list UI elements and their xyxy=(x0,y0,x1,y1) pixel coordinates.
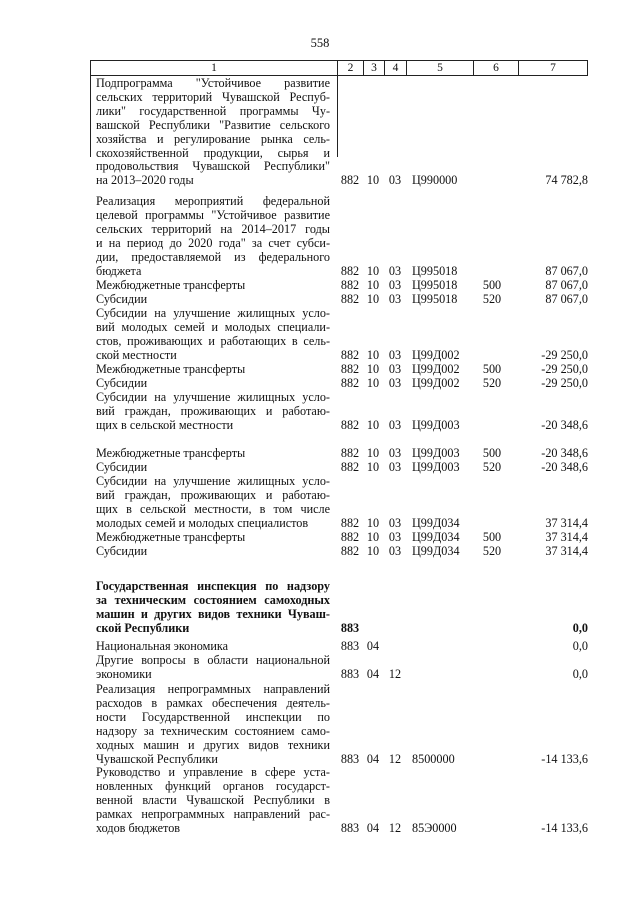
row-name-line: рамках непрограммных направлений рас- xyxy=(96,806,330,821)
row-target-article: Ц99Д002 xyxy=(412,347,460,362)
table-row xyxy=(0,363,640,377)
table-row xyxy=(0,545,640,559)
row-target-article: Ц99Д002 xyxy=(412,376,460,390)
row-amount: 0,0 xyxy=(572,666,588,681)
header-col-4: 4 xyxy=(384,61,406,75)
row-name-line: Государственная инспекция по надзору xyxy=(96,579,330,593)
row-amount: -20 348,6 xyxy=(541,460,588,474)
row-section: 04 xyxy=(366,820,380,835)
table-header xyxy=(90,60,588,76)
row-target-article: Ц99Д003 xyxy=(412,460,460,474)
table-row xyxy=(0,195,640,278)
table-row xyxy=(0,307,640,363)
row-ministry: 883 xyxy=(340,751,360,766)
row-name xyxy=(96,279,330,293)
row-name-line: Другие вопросы в области национальной xyxy=(96,653,330,667)
row-name-line: ской Республики xyxy=(96,620,190,635)
header-col-1: 1 xyxy=(90,61,337,75)
row-name-line: экономики xyxy=(96,666,152,681)
row-amount: 0,0 xyxy=(572,639,588,653)
row-subsection: 03 xyxy=(388,278,402,292)
row-target-article: Ц995018 xyxy=(412,292,458,306)
row-name-line: вий молодых семей и молодых специали- xyxy=(96,319,330,334)
row-ministry: 882 xyxy=(340,376,360,390)
row-section: 10 xyxy=(366,446,380,460)
row-target-article: Ц99Д034 xyxy=(412,530,460,544)
row-ministry: 882 xyxy=(340,173,360,188)
row-section: 10 xyxy=(366,173,380,188)
row-amount: -20 348,6 xyxy=(541,417,588,432)
row-name-line: Субсидии xyxy=(96,460,148,474)
row-name-line: Субсидии на улучшение жилищных усло- xyxy=(96,390,330,404)
row-ministry: 882 xyxy=(340,530,360,544)
row-ministry: 882 xyxy=(340,263,360,278)
row-name xyxy=(96,307,330,363)
row-section: 10 xyxy=(366,278,380,292)
row-name xyxy=(96,475,330,531)
row-amount: -29 250,0 xyxy=(541,362,588,376)
row-target-article: Ц99Д034 xyxy=(412,544,460,558)
row-name-line: Национальная экономика xyxy=(96,639,229,653)
row-name-line: на 2013–2020 годы xyxy=(96,173,194,188)
row-subsection: 03 xyxy=(388,544,402,558)
row-section: 10 xyxy=(366,544,380,558)
row-target-article: 85Э0000 xyxy=(412,820,457,835)
table-row xyxy=(0,475,640,531)
row-subsection: 03 xyxy=(388,263,402,278)
row-section: 04 xyxy=(366,666,380,681)
row-name-line: дии, предоставляемой из федерального xyxy=(96,249,330,264)
row-subsection: 03 xyxy=(388,376,402,390)
row-subsection: 12 xyxy=(388,666,402,681)
row-ministry: 882 xyxy=(340,278,360,292)
row-ministry: 882 xyxy=(340,417,360,432)
row-ministry: 883 xyxy=(340,666,360,681)
table-row xyxy=(0,447,640,461)
row-name-line: лики" государственной программы Чу- xyxy=(96,103,330,118)
row-name xyxy=(96,195,330,278)
row-ministry: 883 xyxy=(340,620,360,635)
row-ministry: 883 xyxy=(340,820,360,835)
row-amount: 37 314,4 xyxy=(545,544,588,558)
row-ministry: 882 xyxy=(340,544,360,558)
table-row xyxy=(0,279,640,293)
row-amount: 87 067,0 xyxy=(545,292,588,306)
row-name xyxy=(96,447,330,461)
row-name xyxy=(96,531,330,545)
row-expense-type: 520 xyxy=(482,544,502,558)
table-row xyxy=(0,377,640,391)
row-name-line: бюджета xyxy=(96,263,142,278)
row-name xyxy=(96,293,330,307)
row-name-line: Руководство и управление в сфере уста- xyxy=(96,765,330,779)
row-subsection: 12 xyxy=(388,820,402,835)
table-row xyxy=(0,766,640,836)
row-name xyxy=(96,654,330,682)
row-subsection: 03 xyxy=(388,417,402,432)
row-subsection: 03 xyxy=(388,173,402,188)
header-col-2: 2 xyxy=(337,61,363,75)
row-amount: -29 250,0 xyxy=(541,376,588,390)
row-subsection: 03 xyxy=(388,446,402,460)
row-section: 10 xyxy=(366,515,380,530)
row-name-line: расходов в рамках обеспечения деятель- xyxy=(96,695,330,710)
row-subsection: 03 xyxy=(388,515,402,530)
row-name xyxy=(96,580,330,636)
row-ministry: 882 xyxy=(340,460,360,474)
row-name-line: венной власти Чувашской Республики в xyxy=(96,792,330,807)
row-name-line: сельских территорий на 2014–2017 годы xyxy=(96,221,330,236)
row-name-line: новленных функций органов государст- xyxy=(96,778,330,793)
row-name-line: ходных машин и других видов техники xyxy=(96,737,330,752)
row-expense-type: 520 xyxy=(482,376,502,390)
row-name xyxy=(96,640,330,654)
row-name-line: сельских территорий Чувашской Респуб- xyxy=(96,89,330,104)
row-target-article: Ц995018 xyxy=(412,263,458,278)
row-name-line: Межбюджетные трансферты xyxy=(96,446,246,460)
row-name-line: хозяйства и регулирование рынка сель- xyxy=(96,131,330,146)
row-target-article: 8500000 xyxy=(412,751,455,766)
row-expense-type: 520 xyxy=(482,460,502,474)
header-col-7: 7 xyxy=(518,61,588,75)
row-section: 10 xyxy=(366,292,380,306)
row-name-line: стов, проживающих и работающих в сель- xyxy=(96,333,330,348)
row-section: 10 xyxy=(366,417,380,432)
row-ministry: 882 xyxy=(340,292,360,306)
row-name xyxy=(96,77,330,188)
row-subsection: 03 xyxy=(388,460,402,474)
row-name-line: целевой программы "Устойчивое развитие xyxy=(96,207,330,222)
header-col-6: 6 xyxy=(473,61,518,75)
page-number: 558 xyxy=(310,36,330,50)
row-subsection: 03 xyxy=(388,530,402,544)
row-name-line: Субсидии xyxy=(96,376,148,390)
row-section: 04 xyxy=(366,639,380,653)
row-target-article: Ц99Д003 xyxy=(412,417,460,432)
row-section: 10 xyxy=(366,263,380,278)
table-row xyxy=(0,461,640,475)
table-row xyxy=(0,391,640,433)
row-name-line: вий граждан, проживающих и работаю- xyxy=(96,403,330,418)
row-section: 04 xyxy=(366,751,380,766)
row-name-line: молодых семей и молодых специалистов xyxy=(96,515,309,530)
row-name xyxy=(96,461,330,475)
row-section: 10 xyxy=(366,362,380,376)
row-subsection: 03 xyxy=(388,292,402,306)
row-amount: -20 348,6 xyxy=(541,446,588,460)
table-row xyxy=(0,683,640,766)
row-target-article: Ц99Д034 xyxy=(412,515,460,530)
row-name-line: вий граждан, проживающих и работаю- xyxy=(96,487,330,502)
row-name-line: Реализация непрограммных направлений xyxy=(96,682,330,696)
row-name-line: за техническим состоянием самоходных xyxy=(96,592,330,607)
row-ministry: 882 xyxy=(340,347,360,362)
row-name-line: ской местности xyxy=(96,347,177,362)
row-amount: 87 067,0 xyxy=(545,278,588,292)
row-target-article: Ц990000 xyxy=(412,173,458,188)
row-expense-type: 500 xyxy=(482,530,502,544)
row-name-line: вашской Республики "Развитие сельского xyxy=(96,117,330,132)
row-name xyxy=(96,377,330,391)
row-name-line: Субсидии xyxy=(96,544,148,558)
row-name xyxy=(96,766,330,836)
table-row xyxy=(0,77,640,188)
table-row xyxy=(0,531,640,545)
row-subsection: 03 xyxy=(388,362,402,376)
row-name xyxy=(96,363,330,377)
row-subsection: 12 xyxy=(388,751,402,766)
row-section: 10 xyxy=(366,376,380,390)
row-amount: -14 133,6 xyxy=(541,751,588,766)
row-ministry: 882 xyxy=(340,446,360,460)
row-amount: 37 314,4 xyxy=(545,530,588,544)
row-name-line: Субсидии на улучшение жилищных усло- xyxy=(96,474,330,488)
row-name xyxy=(96,391,330,433)
row-name-line: и на период до 2020 года" за счет субси- xyxy=(96,235,330,250)
row-expense-type: 500 xyxy=(482,362,502,376)
row-name-line: машин и других видов техники Чуваш- xyxy=(96,606,330,621)
row-section: 10 xyxy=(366,347,380,362)
row-expense-type: 500 xyxy=(482,446,502,460)
table-row xyxy=(0,654,640,682)
row-amount: 87 067,0 xyxy=(545,263,588,278)
table-row xyxy=(0,293,640,307)
row-name-line: ходов бюджетов xyxy=(96,820,181,835)
row-amount: 74 782,8 xyxy=(545,173,588,188)
row-name-line: Субсидии xyxy=(96,292,148,306)
row-subsection: 03 xyxy=(388,347,402,362)
row-name-line: скохозяйственной продукции, сырья и xyxy=(96,145,330,160)
row-name-line: щих в сельской местности xyxy=(96,417,234,432)
row-target-article: Ц995018 xyxy=(412,278,458,292)
row-amount: 37 314,4 xyxy=(545,515,588,530)
row-section: 10 xyxy=(366,460,380,474)
row-ministry: 882 xyxy=(340,362,360,376)
header-col-5: 5 xyxy=(406,61,473,75)
row-ministry: 882 xyxy=(340,515,360,530)
table-row xyxy=(0,640,640,654)
row-name-line: Субсидии на улучшение жилищных усло- xyxy=(96,306,330,320)
header-col-3: 3 xyxy=(363,61,384,75)
row-name-line: щих в сельской местности, в том числе xyxy=(96,501,330,516)
row-section: 10 xyxy=(366,530,380,544)
row-ministry: 883 xyxy=(340,639,360,653)
row-amount: -14 133,6 xyxy=(541,820,588,835)
row-name-line: Реализация мероприятий федеральной xyxy=(96,194,330,208)
row-name-line: Подпрограмма "Устойчивое развитие xyxy=(96,76,330,90)
row-name-line: ности Государственной инспекции по xyxy=(96,709,330,724)
row-name-line: Чувашской Республики xyxy=(96,751,218,766)
row-name-line: надзору за техническим состоянием само- xyxy=(96,723,330,738)
row-name-line: Межбюджетные трансферты xyxy=(96,362,246,376)
row-amount: -29 250,0 xyxy=(541,347,588,362)
row-expense-type: 520 xyxy=(482,292,502,306)
row-name xyxy=(96,683,330,766)
row-name-line: продовольствия Чувашской Республики" xyxy=(96,159,330,174)
row-target-article: Ц99Д002 xyxy=(412,362,460,376)
row-amount: 0,0 xyxy=(572,620,588,635)
row-name-line: Межбюджетные трансферты xyxy=(96,530,246,544)
row-name-line: Межбюджетные трансферты xyxy=(96,278,246,292)
row-target-article: Ц99Д003 xyxy=(412,446,460,460)
row-name xyxy=(96,545,330,559)
row-expense-type: 500 xyxy=(482,278,502,292)
table-row xyxy=(0,580,640,636)
